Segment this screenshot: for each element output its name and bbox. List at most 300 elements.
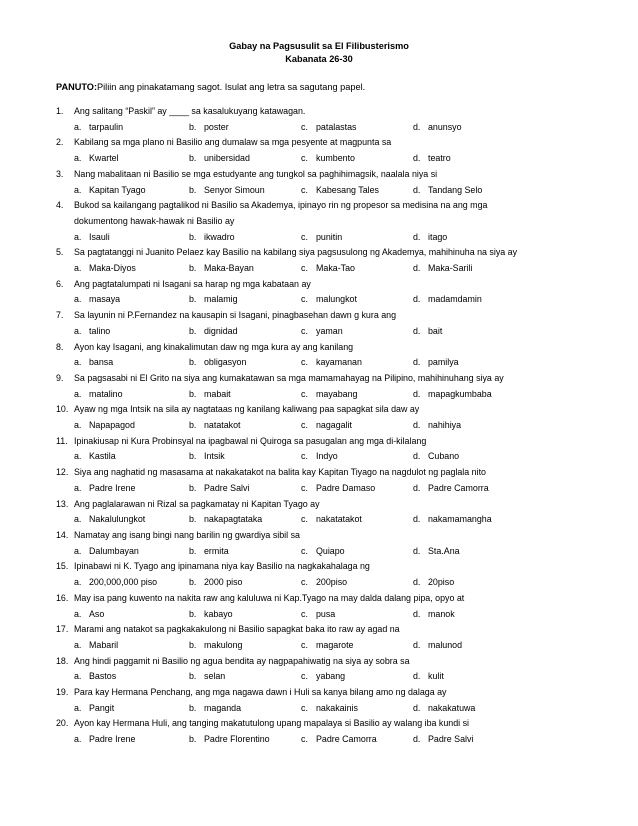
choice-text: nakakatuwa xyxy=(428,702,476,713)
document-header xyxy=(0,40,638,66)
choice-text: 20piso xyxy=(428,577,455,588)
choice-text: nakapagtataka xyxy=(204,514,263,525)
answer-choice xyxy=(189,701,301,717)
answer-choices xyxy=(56,575,596,591)
answer-choice xyxy=(413,418,563,434)
question-text: Sa layunin ni P.Fernandez na kausapin si Isagani, pinagbasehan dawn g kura ang xyxy=(74,310,397,321)
choice-letter: b. xyxy=(189,514,197,525)
answer-choices xyxy=(56,449,596,465)
question-number: 13. xyxy=(56,498,69,509)
choice-letter: a. xyxy=(74,671,82,682)
choice-letter: b. xyxy=(189,639,197,650)
choice-text: Senyor Simoun xyxy=(204,184,265,195)
choice-text: punitin xyxy=(316,231,343,242)
choice-text: 200,000,000 piso xyxy=(89,577,158,588)
answer-choices xyxy=(56,544,596,560)
choice-letter: a. xyxy=(74,639,82,650)
instructions xyxy=(56,81,365,94)
question-line xyxy=(56,402,596,418)
answer-choice xyxy=(74,355,189,371)
answer-choice xyxy=(413,544,563,560)
choice-letter: b. xyxy=(189,545,197,556)
document-subtitle: Kabanata 26-30 xyxy=(285,54,353,64)
choice-letter: b. xyxy=(189,263,197,274)
choice-text: patalastas xyxy=(316,121,357,132)
choice-letter: d. xyxy=(413,482,421,493)
question-number: 17. xyxy=(56,624,69,635)
instructions-label: PANUTO: xyxy=(56,82,98,92)
question-line xyxy=(56,465,596,481)
question-number: 7. xyxy=(56,310,64,321)
choice-letter: d. xyxy=(413,734,421,745)
question-line xyxy=(56,308,596,324)
choice-letter: d. xyxy=(413,639,421,650)
choice-text: pamilya xyxy=(428,357,459,368)
answer-choices xyxy=(56,701,596,717)
answer-choice xyxy=(413,292,563,308)
choice-letter: c. xyxy=(301,702,308,713)
question-text: Ayon kay Hermana Huli, ang tanging makatutulong upang mapalaya si Basilio ay walang iba kundi si xyxy=(74,718,470,729)
question-item xyxy=(56,497,596,528)
question-item xyxy=(56,622,596,653)
question-number: 3. xyxy=(56,168,64,179)
choice-text: natatakot xyxy=(204,420,241,431)
choice-text: selan xyxy=(204,671,226,682)
answer-choice xyxy=(74,292,189,308)
question-item xyxy=(56,434,596,465)
choice-letter: c. xyxy=(301,357,308,368)
choice-letter: c. xyxy=(301,482,308,493)
answer-choice xyxy=(301,607,413,623)
choice-letter: d. xyxy=(413,263,421,274)
answer-choice xyxy=(189,638,301,654)
choice-letter: d. xyxy=(413,121,421,132)
question-number: 20. xyxy=(56,718,69,729)
answer-choice xyxy=(189,607,301,623)
choice-text: Bastos xyxy=(89,671,117,682)
choice-letter: c. xyxy=(301,263,308,274)
choice-text: nakatatakot xyxy=(316,514,362,525)
choice-letter: c. xyxy=(301,639,308,650)
question-number: 18. xyxy=(56,655,69,666)
choice-text: Kapitan Tyago xyxy=(89,184,146,195)
question-number: 19. xyxy=(56,687,69,698)
choice-text: anunsyo xyxy=(428,121,462,132)
choice-letter: d. xyxy=(413,514,421,525)
answer-choice xyxy=(74,638,189,654)
answer-choice xyxy=(413,151,563,167)
choice-letter: b. xyxy=(189,184,197,195)
choice-text: nagagalit xyxy=(316,420,353,431)
question-number: 10. xyxy=(56,404,69,415)
choice-letter: b. xyxy=(189,325,197,336)
choice-letter: b. xyxy=(189,451,197,462)
choice-letter: a. xyxy=(74,184,82,195)
question-text: May isa pang kuwento na nakita raw ang kaluluwa ni Kap.Tyago na may dalda dalang pipa, opyo at xyxy=(74,592,465,603)
question-item xyxy=(56,654,596,685)
choice-letter: b. xyxy=(189,671,197,682)
answer-choice xyxy=(189,481,301,497)
choice-letter: d. xyxy=(413,702,421,713)
answer-choice xyxy=(413,701,563,717)
choice-letter: a. xyxy=(74,325,82,336)
choice-text: Padre Florentino xyxy=(204,734,270,745)
answer-choice xyxy=(301,449,413,465)
answer-choice xyxy=(74,120,189,136)
question-item xyxy=(56,277,596,308)
choice-text: poster xyxy=(204,121,229,132)
choice-letter: b. xyxy=(189,420,197,431)
answer-choice xyxy=(301,183,413,199)
choice-letter: c. xyxy=(301,121,308,132)
question-number: 6. xyxy=(56,278,64,289)
choice-text: Dalumbayan xyxy=(89,545,139,556)
question-number: 15. xyxy=(56,561,69,572)
answer-choice xyxy=(74,575,189,591)
question-line xyxy=(56,716,596,732)
answer-choice xyxy=(189,512,301,528)
choice-text: Sta.Ana xyxy=(428,545,460,556)
choice-letter: a. xyxy=(74,231,82,242)
question-number: 8. xyxy=(56,341,64,352)
question-line xyxy=(56,340,596,356)
question-number: 9. xyxy=(56,372,64,383)
question-line xyxy=(56,591,596,607)
choice-letter: a. xyxy=(74,420,82,431)
answer-choice xyxy=(301,732,413,748)
choice-text: Kastila xyxy=(89,451,116,462)
choice-text: Napapagod xyxy=(89,420,135,431)
choice-text: malunod xyxy=(428,639,463,650)
question-text: Sa pagsasabi ni El Grito na siya ang kumakatawan sa mga mamamahayag na Pilipino, mahihinuhang siya ay xyxy=(74,372,504,383)
question-text: Ipinakiusap ni Kura Probinsyal na ipagbawal ni Quiroga sa pasugalan ang mga di-kilalang xyxy=(74,435,427,446)
choice-text: ermita xyxy=(204,545,229,556)
question-item xyxy=(56,198,596,245)
answer-choice xyxy=(301,481,413,497)
choice-text: Padre Irene xyxy=(89,734,136,745)
question-line xyxy=(56,654,596,670)
answer-choice xyxy=(189,230,301,246)
answer-choice xyxy=(74,324,189,340)
question-text: Ang hindi paggamit ni Basilio ng agua bendita ay nagpapahiwatig na siya ay sobra sa xyxy=(74,655,410,666)
answer-choice xyxy=(413,481,563,497)
choice-letter: b. xyxy=(189,231,197,242)
choice-letter: d. xyxy=(413,184,421,195)
answer-choice xyxy=(413,120,563,136)
question-item xyxy=(56,308,596,339)
answer-choice xyxy=(413,387,563,403)
answer-choice xyxy=(301,151,413,167)
answer-choice xyxy=(301,544,413,560)
question-item xyxy=(56,167,596,198)
choice-letter: c. xyxy=(301,231,308,242)
choice-letter: d. xyxy=(413,357,421,368)
choice-letter: c. xyxy=(301,734,308,745)
question-text: Marami ang natakot sa pagkakakulong ni Basilio sapagkat baka ito raw ay agad na xyxy=(74,624,400,635)
choice-letter: b. xyxy=(189,388,197,399)
choice-letter: a. xyxy=(74,121,82,132)
choice-text: obligasyon xyxy=(204,357,247,368)
answer-choices xyxy=(56,418,596,434)
answer-choice xyxy=(189,151,301,167)
choice-letter: c. xyxy=(301,514,308,525)
choice-text: malamig xyxy=(204,294,238,305)
answer-choices xyxy=(56,230,596,246)
answer-choices xyxy=(56,120,596,136)
question-list xyxy=(56,104,596,748)
question-item xyxy=(56,104,596,135)
choice-letter: b. xyxy=(189,482,197,493)
answer-choices xyxy=(56,638,596,654)
answer-choice xyxy=(189,732,301,748)
question-line xyxy=(56,167,596,183)
answer-choice xyxy=(189,387,301,403)
choice-letter: c. xyxy=(301,608,308,619)
answer-choices xyxy=(56,292,596,308)
choice-text: pusa xyxy=(316,608,336,619)
choice-letter: a. xyxy=(74,482,82,493)
answer-choice xyxy=(74,387,189,403)
choice-letter: b. xyxy=(189,153,197,164)
choice-text: talino xyxy=(89,325,111,336)
choice-text: Maka-Tao xyxy=(316,263,355,274)
question-text: Para kay Hermana Penchang, ang mga nagawa dawn i Huli sa kanya bilang amo ng dalaga ay xyxy=(74,687,447,698)
choice-text: Intsik xyxy=(204,451,225,462)
choice-text: madamdamin xyxy=(428,294,482,305)
choice-letter: d. xyxy=(413,545,421,556)
question-line xyxy=(56,559,596,575)
choice-text: yabang xyxy=(316,671,346,682)
choice-letter: d. xyxy=(413,153,421,164)
choice-text: malungkot xyxy=(316,294,357,305)
choice-letter: c. xyxy=(301,184,308,195)
answer-choices xyxy=(56,512,596,528)
answer-choice xyxy=(74,151,189,167)
instructions-text: Piliin ang pinakatamang sagot. Isulat ang letra sa sagutang papel. xyxy=(97,82,366,92)
question-text: Ayon kay Isagani, ang kinakalimutan daw ng mga kura ay ang kanilang xyxy=(74,341,354,352)
choice-text: Maka-Sarili xyxy=(428,263,473,274)
question-number: 16. xyxy=(56,592,69,603)
answer-choice xyxy=(301,418,413,434)
answer-choice xyxy=(301,120,413,136)
question-item xyxy=(56,340,596,371)
question-text: Ayaw ng mga Intsik na sila ay nagtataas ng kanilang kaliwang paa sapagkat sila daw ay xyxy=(74,404,420,415)
choice-letter: b. xyxy=(189,121,197,132)
question-line xyxy=(56,622,596,638)
choice-letter: a. xyxy=(74,702,82,713)
choice-letter: b. xyxy=(189,734,197,745)
choice-text: nakakainis xyxy=(316,702,358,713)
document-title: Gabay na Pagsusulit sa El Filibusterismo xyxy=(229,41,409,51)
answer-choice xyxy=(413,669,563,685)
question-line xyxy=(56,198,596,214)
choice-text: makulong xyxy=(204,639,243,650)
answer-choice xyxy=(301,701,413,717)
answer-choice xyxy=(189,355,301,371)
answer-choice xyxy=(74,183,189,199)
choice-text: tarpaulin xyxy=(89,121,124,132)
choice-letter: b. xyxy=(189,577,197,588)
question-number: 12. xyxy=(56,467,69,478)
question-item xyxy=(56,528,596,559)
choice-text: yaman xyxy=(316,325,343,336)
answer-choice xyxy=(301,261,413,277)
choice-text: Maka-Bayan xyxy=(204,263,254,274)
choice-text: nahihiya xyxy=(428,420,462,431)
choice-letter: a. xyxy=(74,734,82,745)
choice-text: kabayo xyxy=(204,608,233,619)
choice-text: 2000 piso xyxy=(204,577,243,588)
question-line xyxy=(56,277,596,293)
choice-letter: d. xyxy=(413,577,421,588)
choice-text: mayabang xyxy=(316,388,358,399)
choice-letter: d. xyxy=(413,420,421,431)
answer-choice xyxy=(413,607,563,623)
answer-choice xyxy=(301,230,413,246)
choice-letter: d. xyxy=(413,231,421,242)
answer-choice xyxy=(189,324,301,340)
choice-letter: d. xyxy=(413,451,421,462)
choice-text: kumbento xyxy=(316,153,355,164)
choice-text: Kwartel xyxy=(89,153,119,164)
choice-letter: a. xyxy=(74,263,82,274)
choice-text: Pangit xyxy=(89,702,115,713)
answer-choice xyxy=(189,292,301,308)
question-text: Sa pagtatanggi ni Juanito Pelaez kay Basilio na kabilang siya pagsusulong ng Akademya, mahihinuha na siya ay xyxy=(74,247,518,258)
answer-choices xyxy=(56,261,596,277)
question-item xyxy=(56,402,596,433)
choice-letter: d. xyxy=(413,608,421,619)
answer-choice xyxy=(301,324,413,340)
choice-text: Padre Irene xyxy=(89,482,136,493)
choice-text: kayamanan xyxy=(316,357,362,368)
answer-choice xyxy=(413,575,563,591)
choice-letter: a. xyxy=(74,388,82,399)
choice-text: Padre Camorra xyxy=(428,482,489,493)
choice-letter: c. xyxy=(301,420,308,431)
choice-text: Quiapo xyxy=(316,545,345,556)
question-line xyxy=(56,497,596,513)
question-item xyxy=(56,559,596,590)
answer-choice xyxy=(189,183,301,199)
choice-letter: a. xyxy=(74,153,82,164)
choice-text: Padre Salvi xyxy=(428,734,474,745)
question-text: Nang mabalitaan ni Basilio se mga estudyante ang tungkol sa paghihimagsik, naalala niya si xyxy=(74,168,438,179)
answer-choice xyxy=(189,544,301,560)
answer-choice xyxy=(189,418,301,434)
choice-text: Indyo xyxy=(316,451,338,462)
question-text: Siya ang naghatid ng masasama at nakakatakot na balita kay Kapitan Tiyago na nagdulot ng paglala nito xyxy=(74,467,486,478)
answer-choice xyxy=(413,355,563,371)
answer-choices xyxy=(56,355,596,371)
question-text-continued: dokumentong hawak-hawak ni Basilio ay xyxy=(74,215,235,226)
choice-text: Isauli xyxy=(89,231,110,242)
choice-text: Nakalulungkot xyxy=(89,514,146,525)
answer-choices xyxy=(56,607,596,623)
answer-choice xyxy=(74,261,189,277)
question-text: Ipinabawi ni K. Tyago ang ipinamana niya kay Basilio na nagkakahalaga ng xyxy=(74,561,370,572)
choice-letter: b. xyxy=(189,702,197,713)
choice-text: ikwadro xyxy=(204,231,235,242)
choice-letter: c. xyxy=(301,325,308,336)
choice-text: magarote xyxy=(316,639,354,650)
choice-letter: c. xyxy=(301,294,308,305)
answer-choices xyxy=(56,481,596,497)
answer-choice xyxy=(301,387,413,403)
choice-letter: c. xyxy=(301,577,308,588)
question-text: Namatay ang isang bingi nang barilin ng gwardiya sibil sa xyxy=(74,529,300,540)
answer-choices xyxy=(56,151,596,167)
answer-choices xyxy=(56,732,596,748)
choice-letter: d. xyxy=(413,325,421,336)
answer-choice xyxy=(413,732,563,748)
answer-choice xyxy=(189,449,301,465)
choice-text: Cubano xyxy=(428,451,460,462)
choice-text: Kabesang Tales xyxy=(316,184,379,195)
answer-choice xyxy=(74,418,189,434)
answer-choice xyxy=(189,120,301,136)
choice-text: Mabaril xyxy=(89,639,119,650)
answer-choice xyxy=(74,701,189,717)
answer-choices xyxy=(56,669,596,685)
choice-letter: c. xyxy=(301,153,308,164)
choice-letter: a. xyxy=(74,514,82,525)
answer-choice xyxy=(74,481,189,497)
choice-text: maganda xyxy=(204,702,242,713)
question-item xyxy=(56,465,596,496)
choice-text: Aso xyxy=(89,608,105,619)
answer-choice xyxy=(74,512,189,528)
question-line xyxy=(56,135,596,151)
question-number: 2. xyxy=(56,137,64,148)
answer-choice xyxy=(189,669,301,685)
choice-text: masaya xyxy=(89,294,121,305)
choice-text: Tandang Selo xyxy=(428,184,483,195)
answer-choice xyxy=(74,230,189,246)
answer-choice xyxy=(301,638,413,654)
choice-letter: a. xyxy=(74,451,82,462)
answer-choice xyxy=(189,575,301,591)
answer-choices xyxy=(56,387,596,403)
choice-text: nakamamangha xyxy=(428,514,492,525)
choice-text: teatro xyxy=(428,153,451,164)
question-item xyxy=(56,371,596,402)
choice-text: kulit xyxy=(428,671,444,682)
question-line xyxy=(56,371,596,387)
answer-choice xyxy=(413,512,563,528)
answer-choice xyxy=(74,732,189,748)
choice-letter: b. xyxy=(189,294,197,305)
choice-letter: c. xyxy=(301,388,308,399)
choice-letter: c. xyxy=(301,545,308,556)
question-line xyxy=(56,245,596,261)
question-item xyxy=(56,716,596,747)
choice-text: Padre Salvi xyxy=(204,482,250,493)
answer-choice xyxy=(189,261,301,277)
choice-text: mapagkumbaba xyxy=(428,388,492,399)
question-line xyxy=(56,104,596,120)
question-item xyxy=(56,591,596,622)
question-text: Ang salitang “Paskil” ay ____ sa kasalukuyang katawagan. xyxy=(74,106,306,116)
question-item xyxy=(56,685,596,716)
question-number: 5. xyxy=(56,247,64,258)
choice-letter: a. xyxy=(74,294,82,305)
answer-choice xyxy=(413,230,563,246)
choice-text: manok xyxy=(428,608,455,619)
choice-text: bansa xyxy=(89,357,114,368)
question-line xyxy=(56,434,596,450)
question-number: 14. xyxy=(56,529,69,540)
